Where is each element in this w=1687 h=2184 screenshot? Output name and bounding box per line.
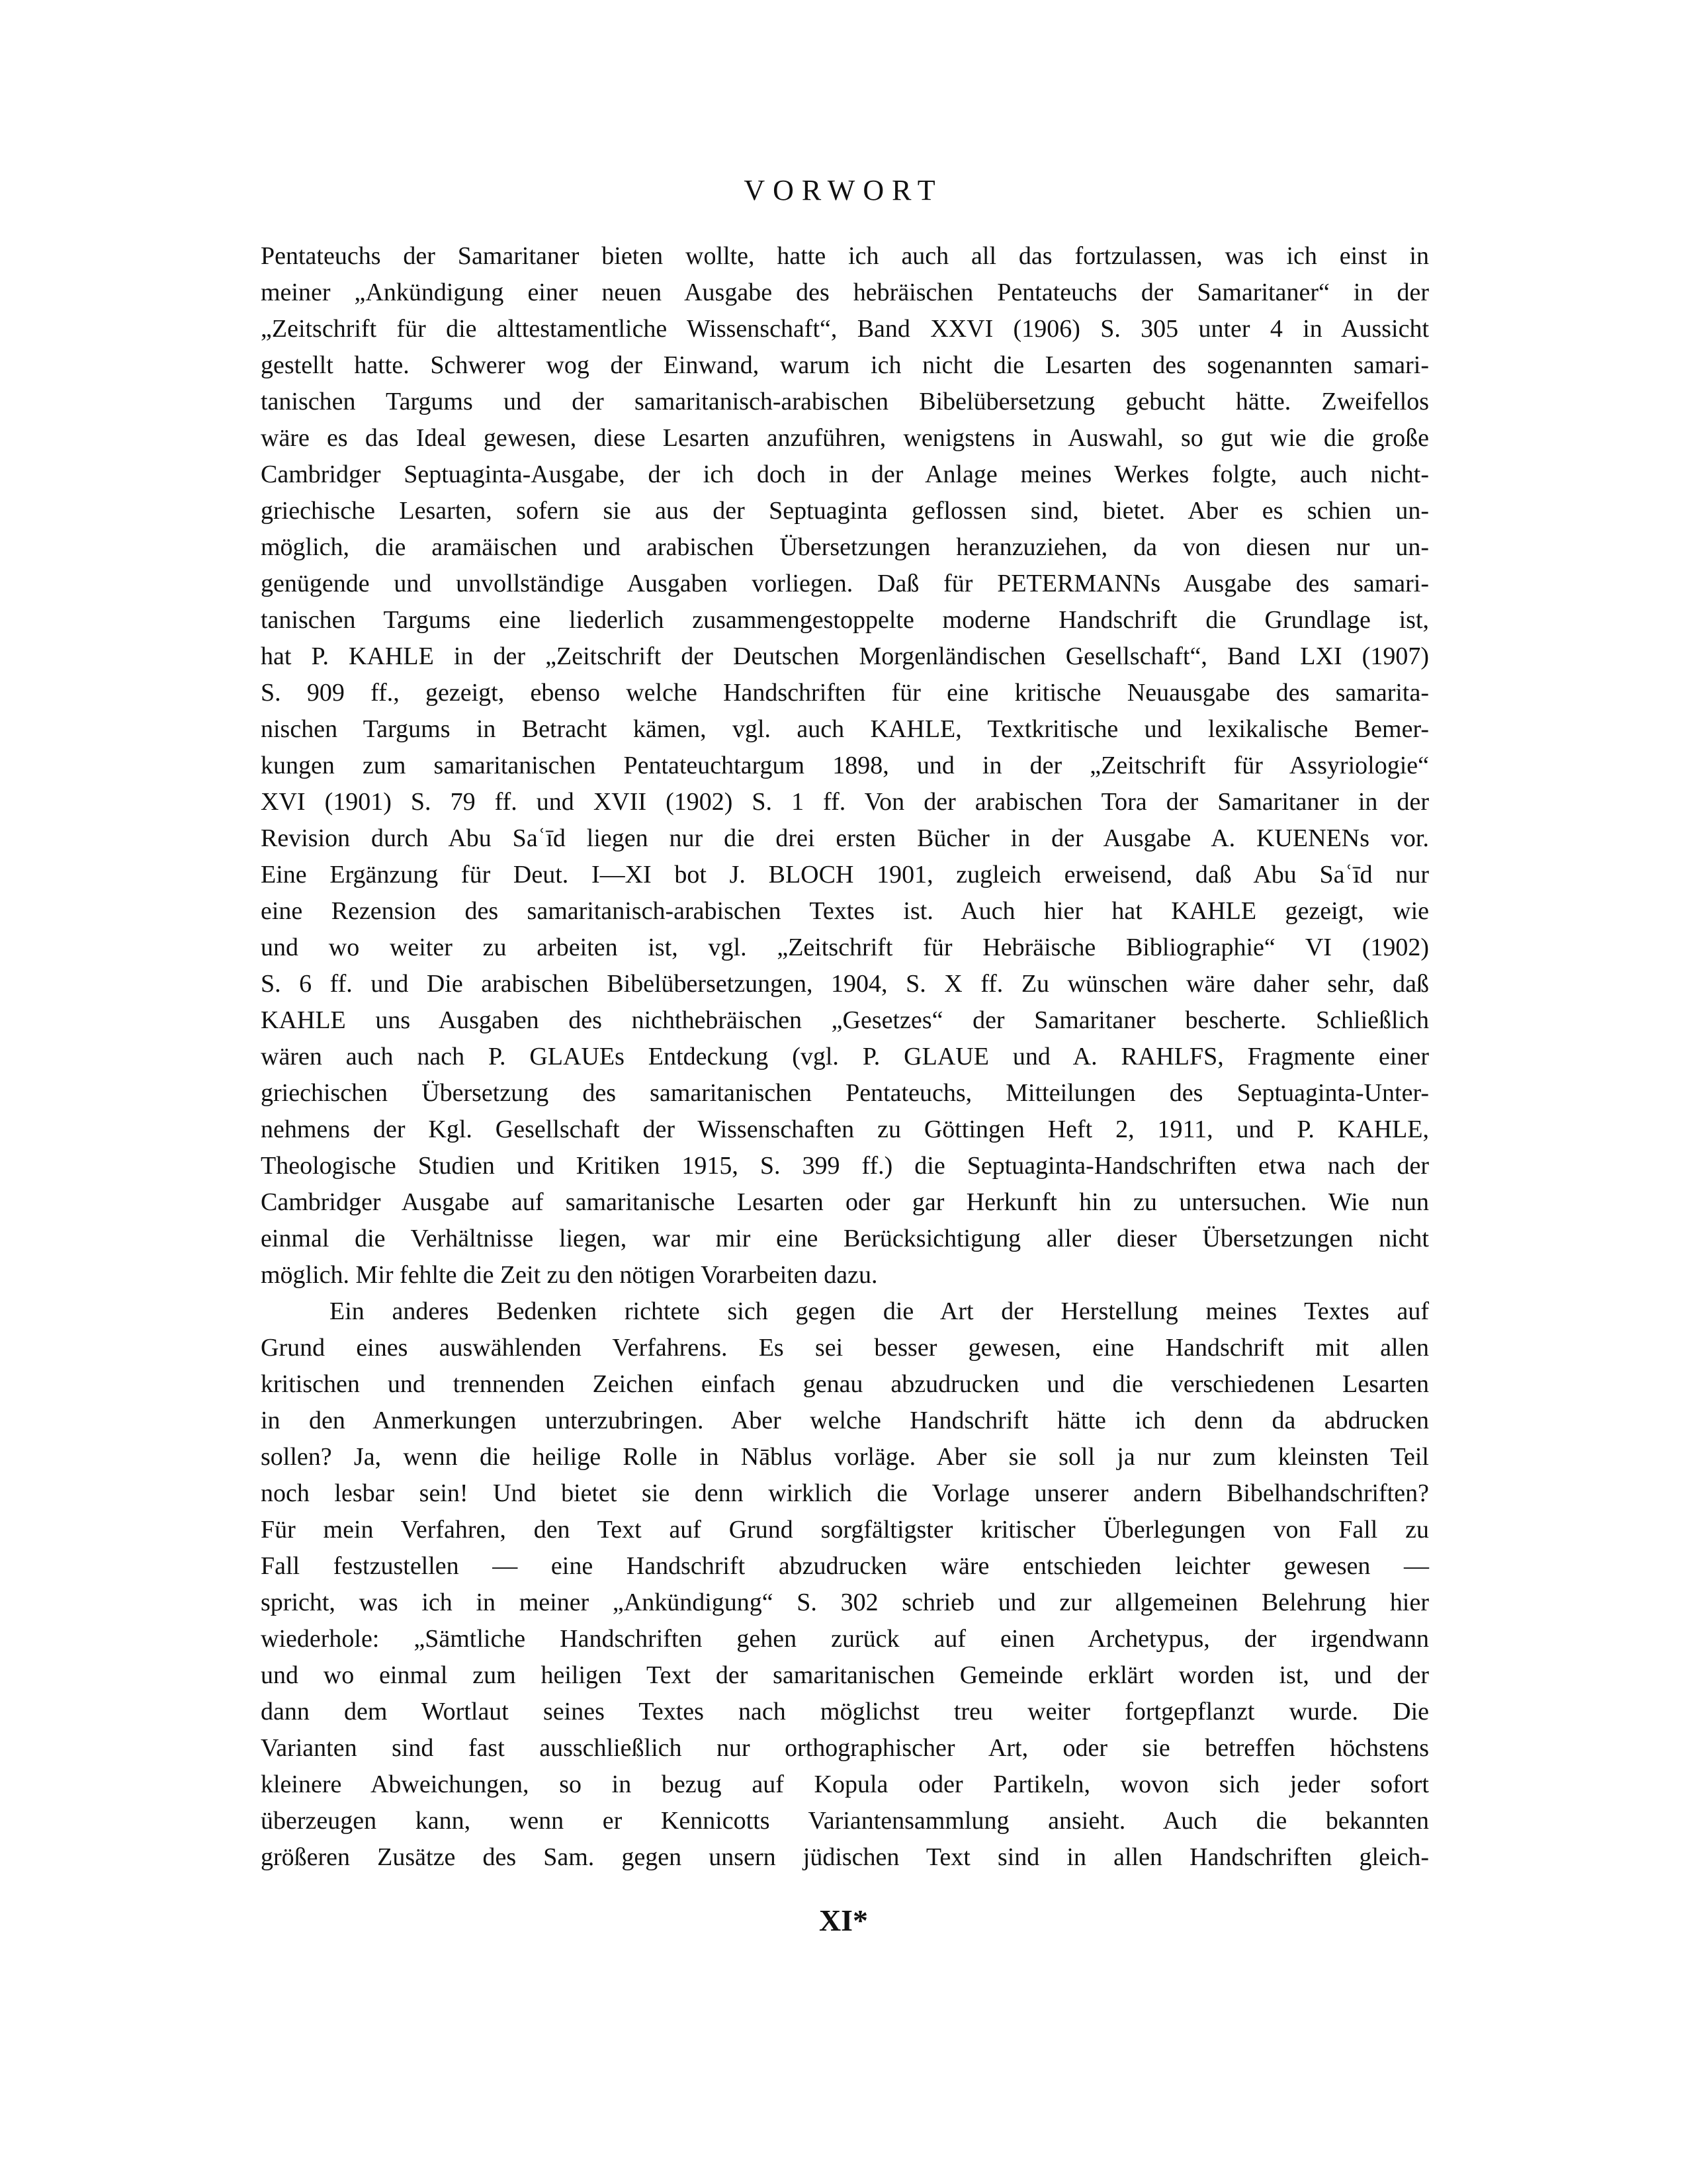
text-line: noch lesbar sein! Und bietet sie denn wirklich die Vorlage unserer andern Bibelhandschriften? <box>261 1479 1429 1507</box>
text-line: tanischen Targums und der samaritanisch-arabischen Bibelübersetzung gebucht hätte. Zweifellos <box>261 388 1429 415</box>
text-line: Ein anderes Bedenken richtete sich gegen die Art der Herstellung meines Textes auf <box>329 1297 1429 1325</box>
paragraph-2 <box>261 1293 1429 1876</box>
text-line: hat P. KAHLE in der „Zeitschrift der Deutschen Morgenländischen Gesellschaft“, Band LXI (1907) <box>261 642 1429 670</box>
text-line: Cambridger Septuaginta-Ausgabe, der ich doch in der Anlage meines Werkes folgte, auch nicht- <box>261 460 1429 488</box>
text-line: Theologische Studien und Kritiken 1915, S. 399 ff.) die Septuaginta-Handschriften etwa nach der <box>261 1152 1429 1180</box>
text-line: griechische Lesarten, sofern sie aus der Septuaginta geflossen sind, bietet. Aber es schien un- <box>261 497 1429 525</box>
page-title: VORWORT <box>744 174 943 206</box>
text-line: Für mein Verfahren, den Text auf Grund sorgfältigster kritischer Überlegungen von Fall zu <box>261 1516 1429 1544</box>
text-line: möglich. Mir fehlte die Zeit zu den nötigen Vorarbeiten dazu. <box>261 1261 878 1289</box>
text-line: wäre es das Ideal gewesen, diese Lesarten anzuführen, wenigstens in Auswahl, so gut wie die große <box>261 424 1429 452</box>
text-line: kritischen und trennenden Zeichen einfach genau abzudrucken und die verschiedenen Lesarten <box>261 1370 1429 1398</box>
text-line: größeren Zusätze des Sam. gegen unsern jüdischen Text sind in allen Handschriften gleich- <box>261 1843 1429 1871</box>
text-line: eine Rezension des samaritanisch-arabischen Textes ist. Auch hier hat KAHLE gezeigt, wie <box>261 897 1429 925</box>
text-line: Eine Ergänzung für Deut. I—XI bot J. BLOCH 1901, zugleich erweisend, daß Abu Saʿīd nur <box>261 861 1429 889</box>
text-line: wären auch nach P. GLAUEs Entdeckung (vgl. P. GLAUE und A. RAHLFS, Fragmente einer <box>261 1043 1429 1070</box>
text-line: wiederhole: „Sämtliche Handschriften gehen zurück auf einen Archetypus, der irgendwann <box>261 1625 1429 1653</box>
text-line: Pentateuchs der Samaritaner bieten wollte, hatte ich auch all das fortzulassen, was ich einst in <box>261 242 1429 270</box>
text-line: in den Anmerkungen unterzubringen. Aber welche Handschrift hätte ich denn da abdrucken <box>261 1407 1429 1434</box>
text-line: Cambridger Ausgabe auf samaritanische Lesarten oder gar Herkunft hin zu untersuchen. Wie nun <box>261 1188 1429 1216</box>
text-line: nischen Targums in Betracht kämen, vgl. auch KAHLE, Textkritische und lexikalische Bemer- <box>261 715 1429 743</box>
body-text <box>261 238 1429 1876</box>
text-line: und wo einmal zum heiligen Text der samaritanischen Gemeinde erklärt worden ist, und der <box>261 1661 1429 1689</box>
text-line: tanischen Targums eine liederlich zusammengestoppelte moderne Handschrift die Grundlage ist, <box>261 606 1429 634</box>
text-line: S. 6 ff. und Die arabischen Bibelübersetzungen, 1904, S. X ff. Zu wünschen wäre daher sehr, daß <box>261 970 1429 998</box>
text-line: Revision durch Abu Saʿīd liegen nur die drei ersten Bücher in der Ausgabe A. KUENENs vor. <box>261 824 1429 852</box>
text-line: genügende und unvollständige Ausgaben vorliegen. Daß für PETERMANNs Ausgabe des samari- <box>261 570 1429 597</box>
text-line: überzeugen kann, wenn er Kennicotts Variantensammlung ansieht. Auch die bekannten <box>261 1807 1429 1835</box>
text-line: griechischen Übersetzung des samaritanischen Pentateuchs, Mitteilungen des Septuaginta-Unter- <box>261 1079 1429 1107</box>
text-line: Fall festzustellen — eine Handschrift abzudrucken wäre entschieden leichter gewesen — <box>261 1552 1429 1580</box>
text-line: sollen? Ja, wenn die heilige Rolle in Nāblus vorläge. Aber sie soll ja nur zum kleinsten Teil <box>261 1443 1429 1471</box>
text-line: gestellt hatte. Schwerer wog der Einwand, warum ich nicht die Lesarten des sogenannten samari- <box>261 351 1429 379</box>
text-line: Varianten sind fast ausschließlich nur orthographischer Art, oder sie betreffen höchstens <box>261 1734 1429 1762</box>
text-line: einmal die Verhältnisse liegen, war mir eine Berücksichtigung aller dieser Übersetzungen nicht <box>261 1225 1429 1252</box>
text-line: dann dem Wortlaut seines Textes nach möglichst treu weiter fortgepflanzt wurde. Die <box>261 1698 1429 1725</box>
page-number: XI* <box>818 1903 869 1937</box>
text-line: meiner „Ankündigung einer neuen Ausgabe des hebräischen Pentateuchs der Samaritaner“ in der <box>261 279 1429 306</box>
text-line: und wo weiter zu arbeiten ist, vgl. „Zeitschrift für Hebräische Bibliographie“ VI (1902) <box>261 934 1429 961</box>
text-line: spricht, was ich in meiner „Ankündigung“ S. 302 schrieb und zur allgemeinen Belehrung hier <box>261 1589 1429 1616</box>
paragraph-1 <box>261 238 1429 1293</box>
text-line: Grund eines auswählenden Verfahrens. Es sei besser gewesen, eine Handschrift mit allen <box>261 1334 1429 1362</box>
text-line: KAHLE uns Ausgaben des nichthebräischen „Gesetzes“ der Samaritaner bescherte. Schließlich <box>261 1006 1429 1034</box>
text-line: S. 909 ff., gezeigt, ebenso welche Handschriften für eine kritische Neuausgabe des samarita- <box>261 679 1429 707</box>
text-line: „Zeitschrift für die alttestamentliche Wissenschaft“, Band XXVI (1906) S. 305 unter 4 in Aussicht <box>261 315 1429 343</box>
text-line: kleinere Abweichungen, so in bezug auf Kopula oder Partikeln, wovon sich jeder sofort <box>261 1770 1429 1798</box>
text-line: möglich, die aramäischen und arabischen Übersetzungen heranzuziehen, da von diesen nur un- <box>261 533 1429 561</box>
text-line: kungen zum samaritanischen Pentateuchtargum 1898, und in der „Zeitschrift für Assyriologie“ <box>261 752 1429 779</box>
text-line: XVI (1901) S. 79 ff. und XVII (1902) S. 1 ff. Von der arabischen Tora der Samaritaner in der <box>261 788 1429 816</box>
text-line: nehmens der Kgl. Gesellschaft der Wissenschaften zu Göttingen Heft 2, 1911, und P. KAHLE, <box>261 1115 1429 1143</box>
